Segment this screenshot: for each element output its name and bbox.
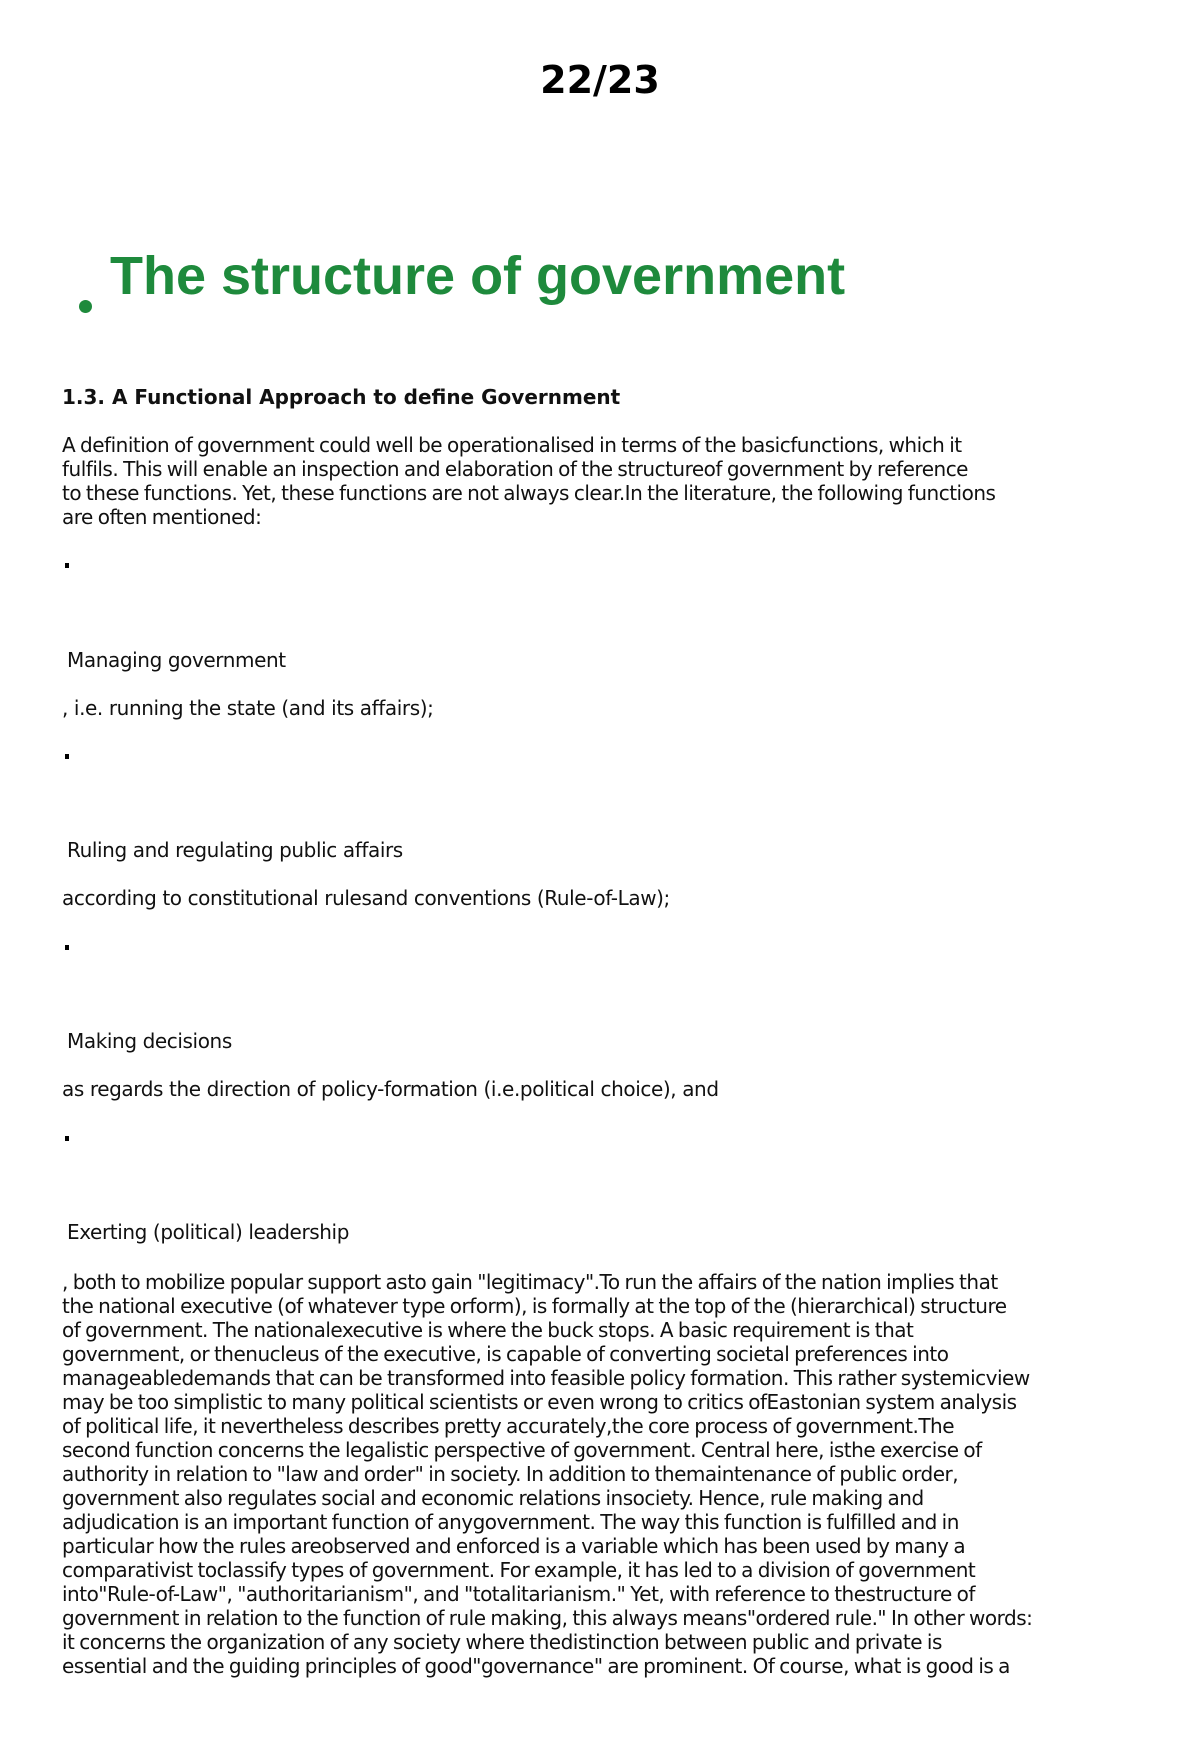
body-line: second function concerns the legalistic perspective of government. Central here, isthe exercise of <box>62 1438 982 1462</box>
body-line: of political life, it nevertheless describes pretty accurately,the core process of government.The <box>62 1414 955 1438</box>
body-line: , both to mobilize popular support asto gain "legitimacy".To run the affairs of the nation implies that <box>62 1270 998 1294</box>
body-line: government, or thenucleus of the executive, is capable of converting societal preferences into <box>62 1342 949 1366</box>
body-line: particular how the rules areobserved and enforced is a variable which has been used by many a <box>62 1534 966 1558</box>
intro-line: fulfils. This will enable an inspection and elaboration of the structureof government by reference <box>62 457 968 481</box>
function-label: Managing government <box>67 648 286 672</box>
function-description: according to constitutional rulesand conventions (Rule-of-Law); <box>62 886 670 910</box>
page-number: 22/23 <box>540 58 660 102</box>
intro-line: to these functions. Yet, these functions are not always clear.In the literature, the following functions <box>62 481 996 505</box>
intro-paragraph <box>62 433 1142 529</box>
body-line: authority in relation to "law and order" in society. In addition to themaintenance of public order, <box>62 1462 959 1486</box>
body-line: government also regulates social and economic relations insociety. Hence, rule making and <box>62 1486 924 1510</box>
body-line: essential and the guiding principles of good"governance" are prominent. Of course, what is good is a <box>62 1654 1010 1678</box>
page-heading: The structure of government <box>110 246 846 306</box>
body-line: adjudication is an important function of anygovernment. The way this function is fulfilled and in <box>62 1510 959 1534</box>
function-label: Exerting (political) leadership <box>67 1220 350 1244</box>
intro-line: A definition of government could well be operationalised in terms of the basicfunctions, which it <box>62 433 962 457</box>
function-description: as regards the direction of policy-formation (i.e.political choice), and <box>62 1077 719 1101</box>
bullet-icon <box>65 563 69 568</box>
body-line: manageabledemands that can be transformed into feasible policy formation. This rather systemicview <box>62 1366 1030 1390</box>
function-label: Ruling and regulating public affairs <box>67 838 403 862</box>
body-paragraph <box>62 1270 1142 1678</box>
body-line: of government. The nationalexecutive is where the buck stops. A basic requirement is that <box>62 1318 914 1342</box>
section-title: 1.3. A Functional Approach to define Government <box>62 385 621 409</box>
function-description: , i.e. running the state (and its affairs); <box>62 696 434 720</box>
body-line: into"Rule-of-Law", "authoritarianism", and "totalitarianism." Yet, with reference to thestructure of <box>62 1582 975 1606</box>
body-line: the national executive (of whatever type orform), is formally at the top of the (hierarchical) structure <box>62 1294 1007 1318</box>
function-label: Making decisions <box>67 1029 232 1053</box>
body-line: comparativist toclassify types of government. For example, it has led to a division of government <box>62 1558 976 1582</box>
bullet-icon <box>65 1136 69 1141</box>
intro-line: are often mentioned: <box>62 505 262 529</box>
bullet-icon <box>65 945 69 950</box>
bullet-icon <box>65 754 69 759</box>
bullet-dot-icon <box>79 300 92 313</box>
body-line: it concerns the organization of any society where thedistinction between public and private is <box>62 1630 942 1654</box>
body-line: government in relation to the function of rule making, this always means"ordered rule." In other words: <box>62 1606 1033 1630</box>
body-line: may be too simplistic to many political scientists or even wrong to critics ofEastonian system analysis <box>62 1390 1017 1414</box>
